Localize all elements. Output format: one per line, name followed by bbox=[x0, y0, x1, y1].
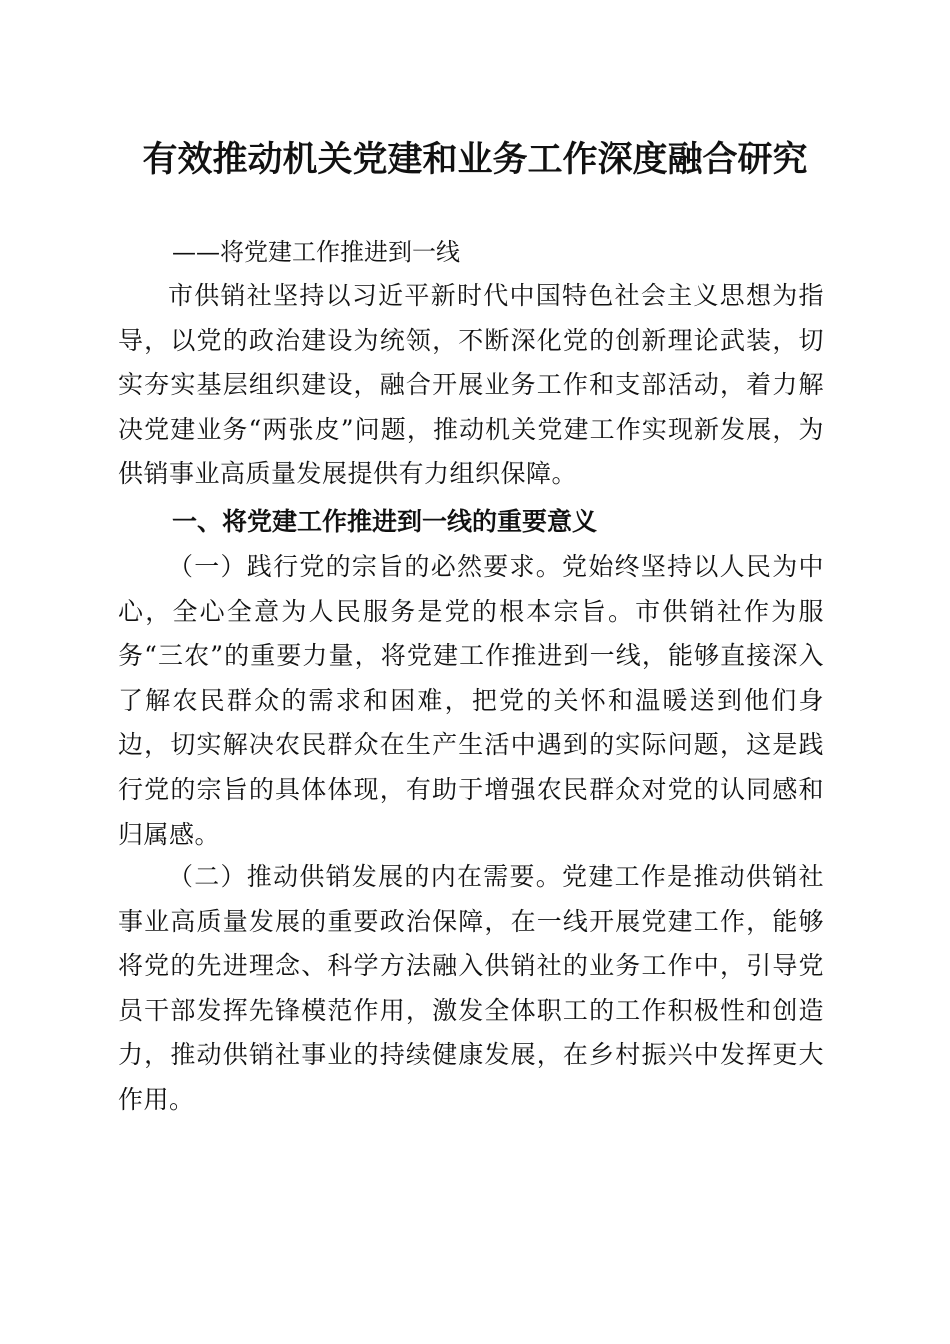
section-heading: 一、将党建工作推进到一线的重要意义 bbox=[172, 507, 598, 536]
paragraph-lead: （一）践行党的宗旨的必然要求。 bbox=[168, 552, 563, 581]
document-title: 有效推动机关党建和业务工作深度融合研究 bbox=[142, 139, 808, 180]
paragraph-lead: （二）推动供销发展的内在需要。 bbox=[168, 862, 563, 891]
section-paragraph-2 bbox=[118, 855, 824, 1123]
paragraph-text: 党始终坚持以人民为中心，全心全意为人民服务是党的根本宗旨。市供销社作为服务“三农”的重要力量，将党建工作推进到一线，能够直接深入了解农民群众的需求和困难，把党的关怀和温暖送到他们身边，切实解决农民群众在生产生活中遇到的实际问题，这是践行党的宗旨的具体体现，有助于增强农民群众对党的认同感和归属感。 bbox=[118, 552, 824, 849]
paragraph-text: 党建工作是推动供销社事业高质量发展的重要政治保障，在一线开展党建工作，能够将党的先进理念、科学方法融入供销社的业务工作中，引导党员干部发挥先锋模范作用，激发全体职工的工作积极性和创造力，推动供销社事业的持续健康发展，在乡村振兴中发挥更大作用。 bbox=[118, 862, 824, 1114]
document-subtitle: ——将党建工作推进到一线 bbox=[172, 238, 460, 266]
intro-paragraph: 市供销社坚持以习近平新时代中国特色社会主义思想为指导，以党的政治建设为统领，不断深化党的创新理论武装，切实夯实基层组织建设，融合开展业务工作和支部活动，着力解决党建业务“两张皮”问题，推动机关党建工作实现新发展，为供销事业高质量发展提供有力组织保障。 bbox=[118, 281, 824, 489]
section-paragraph-1 bbox=[118, 545, 824, 857]
